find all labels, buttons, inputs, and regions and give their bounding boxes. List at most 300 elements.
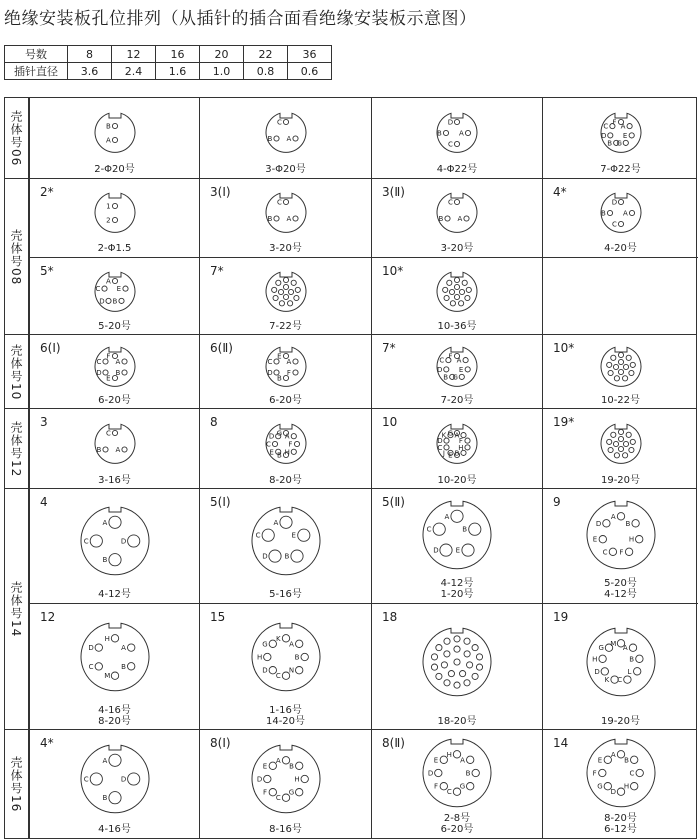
pin-hole — [292, 358, 297, 363]
layout-caption — [200, 164, 371, 175]
pin-hole — [467, 783, 474, 790]
pin-hole — [449, 289, 454, 294]
layout-cell — [199, 257, 371, 335]
layout-caption-line: 7-20号 — [440, 395, 474, 406]
pin-hole — [614, 452, 619, 457]
layout-caption-line: 10-22号 — [600, 395, 641, 406]
pin-hole — [435, 769, 442, 776]
pin-letter: D — [120, 537, 126, 545]
layout-cell — [199, 98, 371, 178]
pin-letter: C — [629, 769, 634, 778]
layout-caption — [30, 395, 199, 406]
pin-hole — [607, 210, 612, 215]
pin-hole — [118, 298, 123, 303]
pin-hole — [465, 438, 470, 443]
shell-group-label — [5, 409, 29, 489]
layout-label: 5(Ⅱ) — [382, 495, 405, 509]
layout-cell — [371, 257, 542, 335]
pin-hole — [623, 364, 628, 369]
pin-letter: C — [266, 357, 272, 366]
pin-letter: E — [290, 531, 296, 540]
pin-hole — [464, 680, 470, 686]
connector-outline — [81, 623, 149, 690]
layout-cell — [542, 179, 698, 257]
pin-letter: G — [452, 372, 458, 381]
pin-hole — [297, 529, 309, 541]
layout-caption — [372, 395, 542, 406]
pin-letter: B — [114, 368, 120, 377]
pin-letter: B — [465, 769, 471, 778]
pin-hole — [454, 659, 460, 665]
layout-label: 7* — [210, 264, 224, 278]
pin-hole — [287, 300, 292, 305]
pin-letter: F — [618, 548, 623, 557]
layout-caption — [30, 164, 199, 175]
pin-letter: B — [436, 129, 442, 137]
pin-letter: B — [276, 451, 282, 459]
pin-hole — [462, 280, 467, 285]
pin-hole — [459, 300, 464, 305]
pin-letter: C — [439, 356, 445, 365]
pin-letter: B — [283, 552, 289, 561]
pin-letter: C — [105, 429, 111, 437]
pin-letter: A — [610, 512, 616, 521]
pin-hole — [618, 359, 623, 364]
pin-hole — [291, 280, 296, 285]
pin-hole — [127, 643, 134, 650]
pin-hole — [112, 217, 117, 222]
pin-letter: B — [276, 374, 282, 382]
pin-hole — [127, 534, 139, 546]
pin-letter: F — [105, 352, 110, 360]
layout-caption — [543, 475, 698, 486]
pin-letter: A — [620, 122, 625, 131]
pin-hole — [269, 762, 276, 769]
pin-hole — [263, 775, 270, 782]
pin-hole — [262, 529, 274, 541]
pin-letter: E — [276, 352, 282, 360]
pin-letter: E — [105, 374, 111, 382]
layout-cell — [199, 730, 371, 838]
pin-letter: E — [622, 131, 627, 140]
pin-letter: E — [458, 365, 464, 374]
pin-hole — [295, 640, 302, 647]
pin-hole — [604, 756, 611, 763]
pin-letter: A — [115, 357, 120, 366]
layout-caption-line: 14-20号 — [265, 716, 306, 727]
pin-letter: H — [446, 750, 452, 759]
pin-letter: N — [288, 666, 294, 675]
pin-hole — [95, 662, 102, 669]
pin-letter: C — [255, 531, 261, 540]
pin-hole — [610, 432, 615, 437]
pin-letter: B — [624, 519, 630, 528]
connector-diagram — [572, 626, 670, 698]
shell-group-label-text: 壳体号10 — [9, 343, 23, 401]
pin-letter: F — [262, 788, 267, 797]
pin-letter: D — [268, 432, 274, 441]
layout-label: 4* — [40, 736, 54, 750]
pin-letter: D — [611, 198, 617, 206]
pin-hole — [112, 137, 117, 142]
pin-letter: A — [457, 214, 463, 223]
pin-hole — [283, 277, 288, 282]
pin-letter: A — [102, 756, 107, 765]
pin-hole — [604, 783, 611, 790]
pin-letter: C — [275, 671, 281, 680]
pin-letter: B — [266, 214, 272, 223]
size-row-header: 号数 — [5, 46, 68, 63]
layout-caption-line: 10-20号 — [437, 475, 477, 486]
pin-hole — [263, 653, 270, 660]
connector-diagram — [422, 191, 492, 235]
diameter-row-header: 插针直径 — [5, 63, 68, 80]
pin-hole — [288, 289, 293, 294]
pin-hole — [105, 298, 110, 303]
pin-hole — [622, 375, 627, 380]
layout-cell — [542, 409, 698, 489]
pin-letter: E — [268, 447, 274, 456]
pin-letter: C — [426, 525, 432, 534]
pin-letter: E — [455, 546, 461, 555]
layout-caption-line: 7-Φ22号 — [600, 164, 641, 175]
pin-letter: B — [101, 793, 107, 802]
layout-cell — [199, 489, 371, 603]
pin-hole — [599, 536, 606, 543]
layout-caption-line: 6-20号 — [98, 395, 131, 406]
pin-hole — [293, 295, 298, 300]
pin-letter: C — [611, 220, 617, 228]
pin-letter: K — [604, 676, 609, 685]
layout-cell — [29, 335, 199, 409]
pin-hole — [95, 643, 102, 650]
pin-hole — [112, 123, 117, 128]
pin-letter: C — [88, 662, 94, 671]
connector-diagram — [251, 111, 321, 155]
layout-cell — [199, 409, 371, 489]
pin-letter: F — [287, 440, 292, 448]
layout-caption-line: 2-Φ1.5 — [97, 243, 132, 254]
pin-letter: A — [105, 277, 111, 285]
pin-hole — [111, 634, 118, 641]
pin-hole — [623, 676, 630, 683]
pin-hole — [454, 284, 459, 289]
layout-caption-line: 6-12号 — [604, 824, 637, 835]
layout-label: 3(Ⅱ) — [382, 185, 405, 199]
pin-hole — [444, 680, 450, 686]
pin-letter: B — [120, 662, 126, 671]
size-cell: 12 — [112, 46, 156, 63]
pin-hole — [606, 439, 611, 444]
pin-hole — [108, 553, 120, 565]
pin-hole — [279, 516, 291, 528]
layout-cell — [371, 98, 542, 178]
pin-hole — [443, 287, 448, 292]
pin-letter: D — [437, 436, 443, 445]
pin-hole — [121, 369, 126, 374]
pin-letter: 2 — [105, 216, 111, 224]
layout-caption-line: 2-Φ20号 — [94, 164, 135, 175]
pin-hole — [268, 550, 280, 562]
pin-hole — [291, 433, 296, 438]
pin-letter: A — [444, 512, 450, 521]
pin-letter: B — [606, 138, 612, 147]
layout-cell — [371, 335, 542, 409]
pin-letter: B — [438, 214, 444, 223]
connector-diagram — [66, 621, 164, 693]
pin-letter: D — [98, 296, 105, 305]
pin-hole — [301, 775, 308, 782]
pin-hole — [472, 769, 479, 776]
connector-diagram — [251, 345, 321, 389]
pin-letter: B — [454, 448, 460, 457]
layout-caption — [543, 164, 698, 175]
pin-hole — [444, 295, 449, 300]
pin-letter: B — [266, 134, 272, 143]
pin-letter: J — [442, 448, 445, 457]
pin-hole — [122, 286, 127, 291]
pin-letter: A — [610, 750, 616, 759]
pin-letter: C — [602, 122, 608, 131]
pin-hole — [278, 289, 283, 294]
pin-hole — [431, 654, 437, 660]
pin-hole — [283, 199, 288, 204]
pin-letter: F — [611, 118, 616, 126]
pin-letter: B — [600, 209, 606, 217]
pin-hole — [445, 215, 450, 220]
layout-caption-line: 3-Φ20号 — [265, 164, 306, 175]
connector-diagram — [586, 345, 656, 389]
pin-hole — [301, 653, 308, 660]
pin-letter: B — [294, 653, 299, 661]
pin-hole — [271, 287, 276, 292]
pin-hole — [440, 756, 447, 763]
layout-caption — [200, 475, 371, 486]
layout-cell — [542, 98, 698, 178]
pin-hole — [618, 436, 623, 441]
pin-letter: D — [120, 775, 126, 783]
pin-hole — [292, 135, 297, 140]
shell-group-label — [5, 98, 29, 178]
pin-letter: D — [447, 118, 454, 126]
layout-label: 18 — [382, 610, 398, 624]
connector-outline — [423, 501, 491, 568]
connector-outline — [95, 113, 135, 152]
layout-caption-line: 6-20号 — [440, 824, 474, 835]
pin-hole — [112, 278, 117, 283]
size-cell: 20 — [200, 46, 244, 63]
layout-caption — [372, 243, 542, 254]
connector-diagram — [237, 505, 335, 577]
pin-hole — [618, 446, 623, 451]
pin-hole — [108, 516, 120, 528]
pin-hole — [618, 352, 623, 357]
layout-caption-line: 5-16号 — [269, 589, 302, 600]
layout-caption-line: 8-16号 — [269, 824, 302, 835]
shell-group-label — [5, 335, 29, 409]
layout-caption — [200, 824, 371, 835]
pin-hole — [282, 672, 289, 679]
pin-hole — [441, 662, 447, 668]
pin-letter: F — [458, 436, 463, 445]
layout-caption-line: 8-20号 — [269, 475, 302, 486]
pin-letter: E — [262, 761, 267, 770]
connector-diagram — [586, 191, 656, 235]
pin-hole — [469, 523, 481, 535]
size-cell: 16 — [156, 46, 200, 63]
pin-letter: G — [276, 429, 282, 437]
pin-letter: A — [120, 643, 126, 652]
layout-caption-line: 8-20号 — [604, 813, 637, 824]
pin-hole — [269, 788, 276, 795]
connector-diagram — [66, 505, 164, 577]
pin-hole — [618, 221, 623, 226]
pin-hole — [295, 287, 300, 292]
layout-caption — [372, 321, 542, 332]
pin-hole — [450, 300, 455, 305]
pin-letter: H — [293, 775, 300, 783]
shell-group-label — [5, 489, 29, 730]
layout-caption — [543, 243, 698, 254]
layout-caption-line: 4-12号 — [604, 589, 637, 600]
pin-letter: G — [459, 782, 466, 791]
pin-hole — [269, 640, 276, 647]
pin-hole — [465, 295, 470, 300]
layout-caption — [30, 824, 199, 835]
pin-hole — [454, 646, 460, 652]
pin-letter: D — [433, 546, 439, 555]
pin-hole — [606, 362, 611, 367]
pin-letter: L — [627, 667, 631, 676]
connector-diagram — [80, 422, 150, 466]
pin-letter: K — [441, 431, 447, 440]
pin-letter: B — [462, 525, 468, 534]
pin-hole — [630, 783, 637, 790]
connector-outline — [252, 507, 320, 574]
pin-hole — [465, 130, 470, 135]
layout-cell — [29, 489, 199, 603]
pin-hole — [628, 370, 633, 375]
pin-hole — [454, 682, 460, 688]
layout-caption-line: 2-8号 — [443, 813, 471, 824]
pin-letter: D — [266, 368, 273, 377]
pin-letter: M — [609, 639, 616, 648]
pin-letter: F — [448, 352, 453, 360]
pin-letter: D — [610, 788, 616, 797]
layout-cell — [371, 603, 542, 730]
pin-letter: D — [600, 131, 606, 140]
pin-hole — [472, 645, 478, 651]
pin-hole — [607, 132, 612, 137]
layout-cell — [371, 730, 542, 838]
shell-group — [5, 178, 696, 334]
pin-letter: D — [261, 666, 268, 675]
connector-diagram — [408, 626, 506, 698]
connector-diagram — [422, 422, 492, 466]
pin-letter: A — [273, 518, 278, 527]
pin-hole — [602, 520, 609, 527]
connector-diagram — [408, 499, 506, 571]
connector-diagram — [572, 499, 670, 571]
pin-hole — [283, 294, 288, 299]
pin-hole — [626, 355, 631, 360]
pin-letter: C — [447, 198, 453, 206]
pin-hole — [112, 430, 117, 435]
pin-letter: C — [83, 537, 89, 545]
layout-label: 19* — [553, 415, 575, 429]
pin-hole — [466, 287, 471, 292]
pin-letter: G — [596, 782, 603, 791]
layout-caption-line: 4-12号 — [440, 578, 474, 589]
pin-letter: D — [593, 667, 600, 676]
pin-hole — [127, 772, 139, 784]
pin-hole — [626, 432, 631, 437]
connector-outline — [81, 507, 149, 574]
pin-hole — [629, 644, 636, 651]
pin-letter: A — [286, 134, 291, 143]
pin-hole — [451, 510, 463, 522]
pin-hole — [444, 651, 450, 657]
connector-diagram — [251, 270, 321, 314]
pin-letter: C — [95, 357, 101, 366]
layout-cell — [29, 409, 199, 489]
layout-caption-line: 3-20号 — [440, 243, 474, 254]
layout-caption — [372, 475, 542, 486]
layout-cell — [542, 335, 698, 409]
layout-caption — [30, 705, 199, 727]
connector-outline — [587, 739, 655, 806]
layout-caption — [200, 395, 371, 406]
pin-hole — [295, 788, 302, 795]
pin-letter: B — [111, 296, 117, 305]
layout-label: 10* — [553, 341, 575, 355]
pin-letter: A — [284, 432, 290, 441]
pin-letter: F — [286, 368, 291, 377]
pin-hole — [443, 130, 448, 135]
connector-diagram — [586, 111, 656, 155]
layout-label: 6(Ⅱ) — [210, 341, 233, 355]
pin-hole — [454, 119, 459, 124]
connector-diagram — [422, 345, 492, 389]
shell-group-label-text: 壳体号12 — [9, 420, 23, 478]
pin-hole — [279, 300, 284, 305]
layout-label: 10 — [382, 415, 398, 429]
layout-caption — [372, 813, 542, 835]
connector-outline — [423, 628, 491, 695]
pin-letter: A — [115, 445, 120, 454]
pin-hole — [272, 441, 277, 446]
pin-hole — [613, 364, 618, 369]
diameter-row — [5, 63, 332, 80]
layout-caption — [30, 243, 199, 254]
pin-hole — [447, 280, 452, 285]
pin-hole — [454, 636, 460, 642]
layout-caption-line: 1-16号 — [269, 705, 302, 716]
pin-letter: C — [265, 440, 271, 448]
pin-hole — [283, 284, 288, 289]
layout-caption-line: 7-22号 — [269, 321, 302, 332]
shell-group-label-text: 壳体号14 — [9, 581, 23, 638]
layout-caption — [30, 475, 199, 486]
size-cell: 8 — [68, 46, 112, 63]
layout-cell — [29, 179, 199, 257]
pin-hole — [618, 369, 623, 374]
layout-caption-line: 4-16号 — [98, 705, 131, 716]
layout-caption-line: 5-20号 — [98, 321, 131, 332]
layout-label: 19 — [553, 610, 569, 624]
layout-label: 15 — [210, 610, 226, 624]
pin-letter: B — [101, 555, 107, 564]
